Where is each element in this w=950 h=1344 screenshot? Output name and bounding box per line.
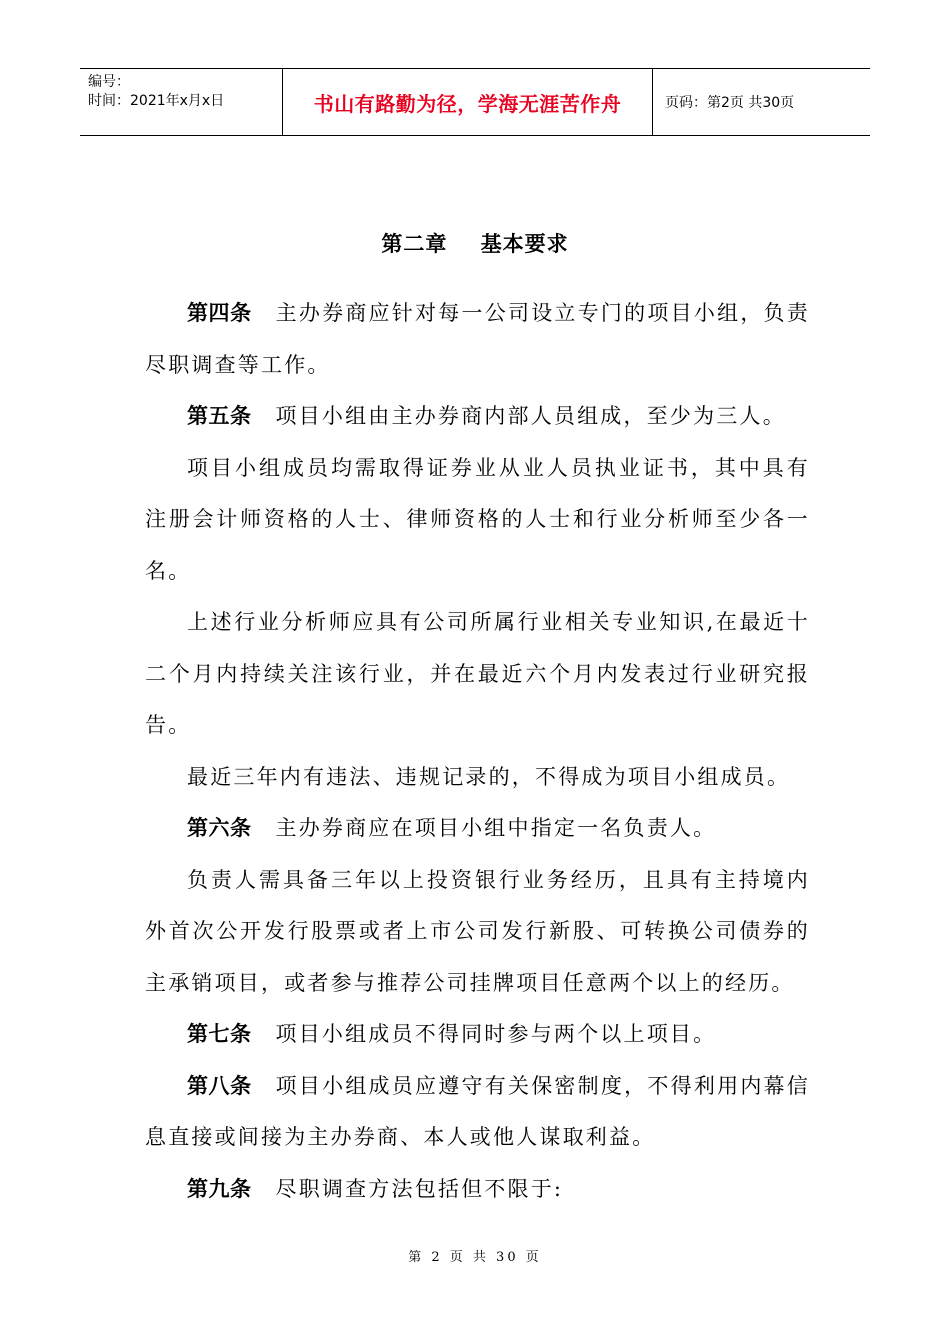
page-header <box>80 68 870 136</box>
article-label: 第五条 <box>187 404 252 428</box>
article-paragraph <box>145 1009 810 1061</box>
body-paragraph <box>145 855 810 1010</box>
article-text: 尽职调查方法包括但不限于: <box>275 1176 564 1201</box>
article-text: 主办券商应针对每一公司设立专门的项目小组，负责尽职调查等工作。 <box>145 301 810 377</box>
number-label: 编号： <box>88 74 130 90</box>
paragraph-text: 负责人需具备三年以上投资银行业务经历，且具有主持境内外首次公开发行股票或者上市公司发行新股、可转换公司债券的主承销项目，或者参与推荐公司挂牌项目任意两个以上的经历。 <box>145 867 810 995</box>
chapter-title: 第二章 基本要求 <box>381 232 569 256</box>
article-text: 项目小组由主办券商内部人员组成，至少为三人。 <box>275 404 786 428</box>
article-label: 第四条 <box>187 301 252 325</box>
document-body <box>145 288 810 1215</box>
article-text: 主办券商应在项目小组中指定一名负责人。 <box>275 816 717 840</box>
paragraph-text: 项目小组成员均需取得证券业从业人员执业证书，其中具有注册会计师资格的人士、律师资格的人士和行业分析师至少各一名。 <box>145 455 810 583</box>
article-paragraph <box>145 1061 810 1164</box>
body-paragraph <box>145 443 810 598</box>
article-text: 项目小组成员不得同时参与两个以上项目。 <box>275 1022 717 1046</box>
article-paragraph <box>145 1164 810 1216</box>
article-label: 第九条 <box>187 1176 252 1201</box>
page-footer: 第 2 页 共 30 页 <box>408 1250 542 1265</box>
article-paragraph <box>145 288 810 391</box>
time-label: 时间：2021年x月x日 <box>88 93 225 109</box>
article-label: 第八条 <box>187 1073 252 1098</box>
article-paragraph <box>145 803 810 855</box>
body-paragraph <box>145 597 810 752</box>
body-paragraph <box>145 752 810 804</box>
header-slogan: 书山有路勤为径，学海无涯苦作舟 <box>283 69 653 135</box>
article-label: 第七条 <box>187 1022 252 1046</box>
article-text: 项目小组成员应遵守有关保密制度，不得利用内幕信息直接或间接为主办券商、本人或他人谋取利益。 <box>145 1073 810 1149</box>
article-paragraph <box>145 391 810 443</box>
paragraph-text: 上述行业分析师应具有公司所属行业相关专业知识,在最近十二个月内持续关注该行业，并在最近六个月内发表过行业研究报告。 <box>145 610 810 737</box>
header-meta <box>80 69 283 135</box>
article-label: 第六条 <box>187 816 252 840</box>
header-page-info: 页码：第2页 共30页 <box>665 95 795 111</box>
paragraph-text: 最近三年内有违法、违规记录的，不得成为项目小组成员。 <box>187 764 791 789</box>
